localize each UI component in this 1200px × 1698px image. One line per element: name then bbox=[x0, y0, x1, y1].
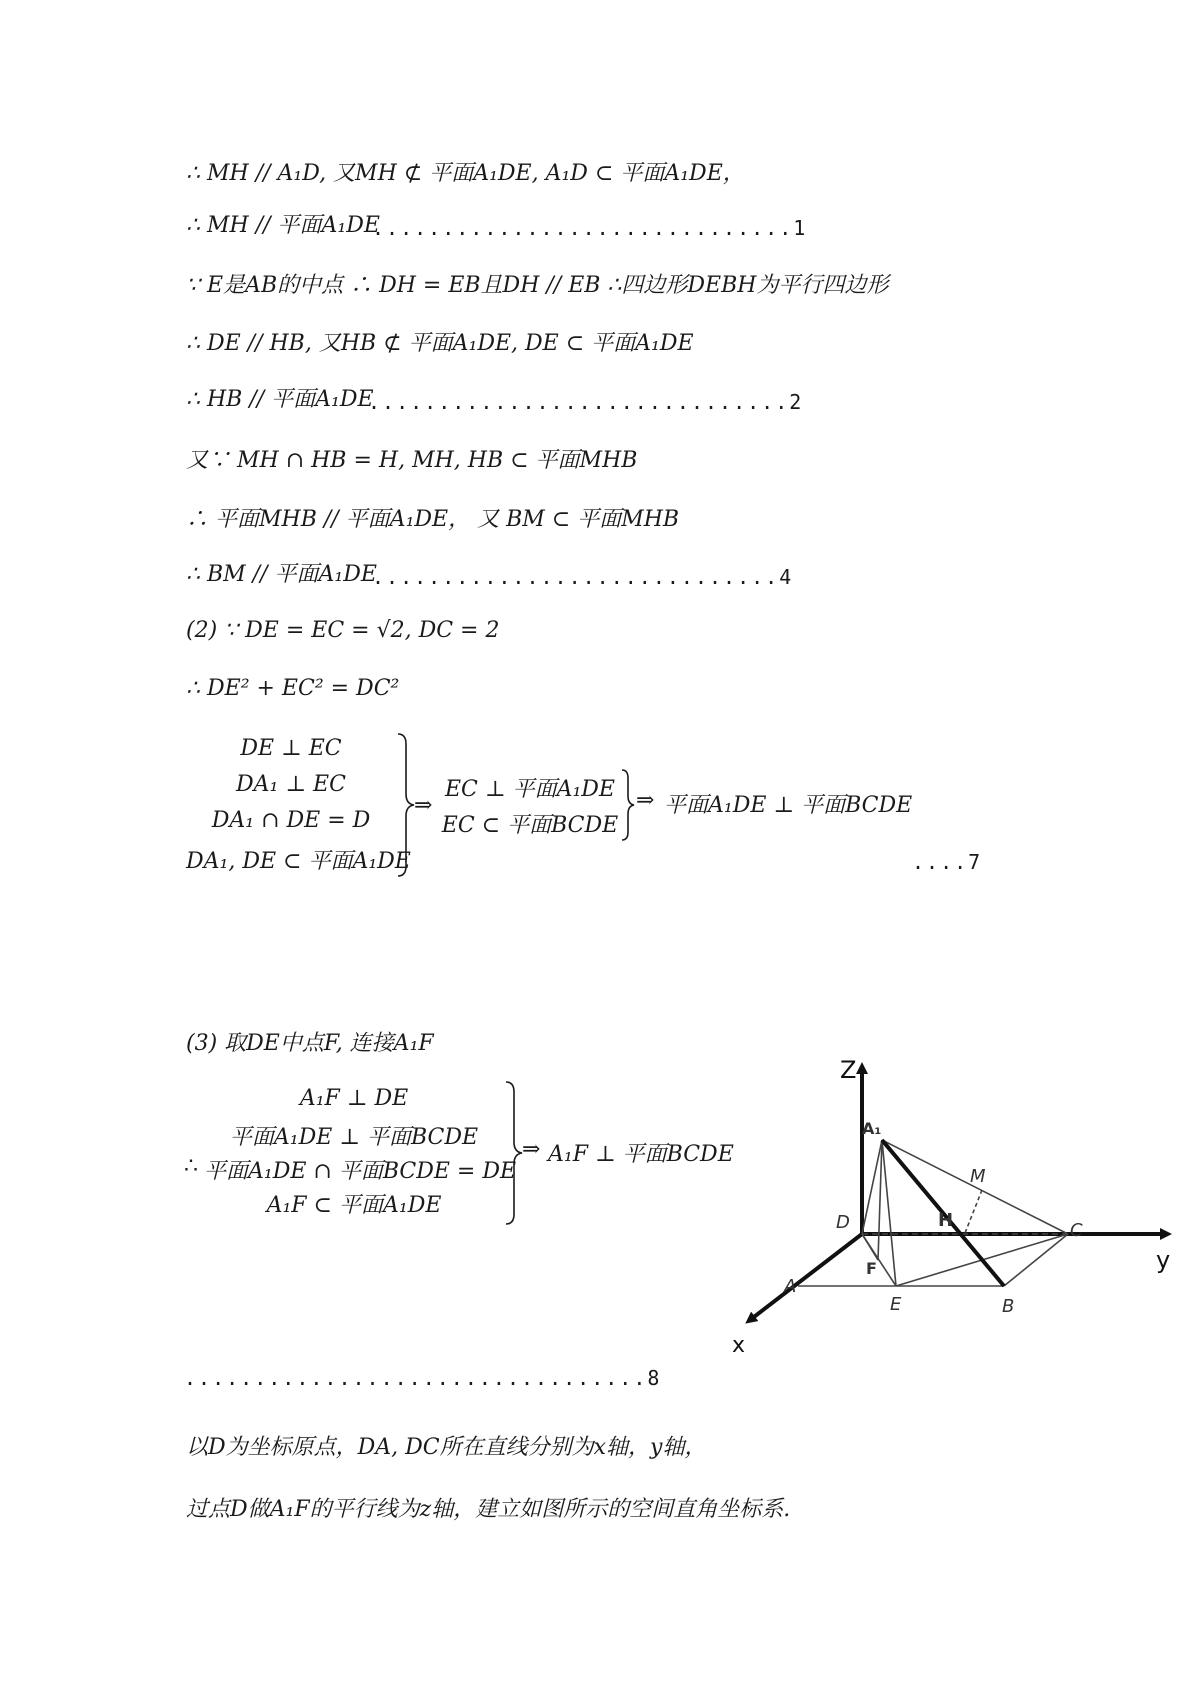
label-c: C bbox=[1070, 1220, 1083, 1241]
label-a: A bbox=[784, 1276, 797, 1297]
label-h: H bbox=[938, 1210, 954, 1231]
system2-result: A₁F ⊥ 平面BCDE bbox=[548, 1142, 734, 1167]
system1-middle-2: EC ⊂ 平面BCDE bbox=[441, 813, 619, 838]
score-dots-8: .................................8 bbox=[184, 1366, 662, 1390]
geometry-figure bbox=[720, 1058, 1180, 1358]
therefore-symbol: ∴ bbox=[184, 1154, 198, 1179]
system2-left-3: 平面A₁DE ∩ 平面BCDE = DE bbox=[204, 1159, 517, 1184]
label-a1: A₁ bbox=[862, 1119, 882, 1138]
proof-line-2: ∴ MH // 平面A₁DE bbox=[186, 213, 380, 238]
x-axis bbox=[750, 1234, 862, 1320]
pyramid-edges bbox=[862, 1140, 1068, 1286]
proof-line-14: 以D为坐标原点，DA, DC所在直线分别为x轴，y轴， bbox=[186, 1435, 707, 1460]
right-brace-icon bbox=[504, 1080, 524, 1226]
system1-result: 平面A₁DE ⊥ 平面BCDE bbox=[664, 793, 913, 818]
proof-line-10: ∴ DE² + EC² = DC² bbox=[186, 676, 400, 701]
proof-line-1: ∴ MH // A₁D, 又MH ⊄ 平面A₁DE, A₁D ⊂ 平面A₁DE， bbox=[186, 161, 745, 186]
score-dots-7: ....7 bbox=[912, 850, 983, 874]
label-x: x bbox=[732, 1333, 746, 1358]
proof-line-3: ∵ E是AB的中点 ∴ DH = EB且DH // EB ∴四边形DEBH为平行四边形 bbox=[186, 273, 889, 298]
proof-line-15: 过点D做A₁F的平行线为z轴，建立如图所示的空间直角坐标系. bbox=[186, 1497, 791, 1522]
base-edges bbox=[798, 1234, 1068, 1286]
system1-left-2: DA₁ ⊥ EC bbox=[236, 772, 346, 797]
label-f: F bbox=[866, 1259, 877, 1278]
label-z: Z bbox=[840, 1058, 857, 1084]
implies-arrow-2: ⇒ bbox=[636, 788, 655, 813]
right-brace-icon bbox=[620, 768, 636, 842]
label-b: B bbox=[1002, 1296, 1015, 1317]
label-y: y bbox=[1156, 1246, 1171, 1274]
label-m: M bbox=[970, 1166, 986, 1187]
right-brace-icon bbox=[396, 732, 416, 878]
label-e: E bbox=[890, 1294, 902, 1315]
system1-left-3: DA₁ ∩ DE = D bbox=[211, 808, 371, 833]
proof-line-4: ∴ DE // HB, 又HB ⊄ 平面A₁DE, DE ⊂ 平面A₁DE bbox=[186, 331, 694, 356]
proof-line-7: ∴ 平面MHB // 平面A₁DE， 又 BM ⊂ 平面MHB bbox=[186, 507, 680, 532]
system1-left-1: DE ⊥ EC bbox=[240, 736, 342, 761]
system1-middle-1: EC ⊥ 平面A₁DE bbox=[445, 777, 615, 802]
system2-left-4: A₁F ⊂ 平面A₁DE bbox=[266, 1193, 442, 1218]
proof-line-12: (3) 取DE中点F, 连接A₁F bbox=[186, 1031, 434, 1056]
proof-line-9: (2) ∵ DE = EC = √2, DC = 2 bbox=[186, 618, 500, 643]
score-dots-1: ..............................1 bbox=[372, 216, 808, 240]
system1-left-4: DA₁, DE ⊂ 平面A₁DE bbox=[186, 849, 411, 874]
implies-arrow-3: ⇒ bbox=[522, 1137, 541, 1162]
label-d: D bbox=[836, 1212, 850, 1233]
system2-left-1: A₁F ⊥ DE bbox=[299, 1086, 409, 1111]
implies-arrow-1: ⇒ bbox=[414, 793, 433, 818]
system2-left-2: 平面A₁DE ⊥ 平面BCDE bbox=[229, 1125, 479, 1150]
score-dots-2: ..............................2 bbox=[368, 390, 804, 414]
proof-line-6: 又∵ MH ∩ HB = H, MH, HB ⊂ 平面MHB bbox=[186, 448, 638, 473]
proof-line-8: ∴ BM // 平面A₁DE bbox=[186, 562, 377, 587]
score-dots-4: .............................4 bbox=[372, 565, 794, 589]
proof-line-5: ∴ HB // 平面A₁DE bbox=[186, 387, 374, 412]
